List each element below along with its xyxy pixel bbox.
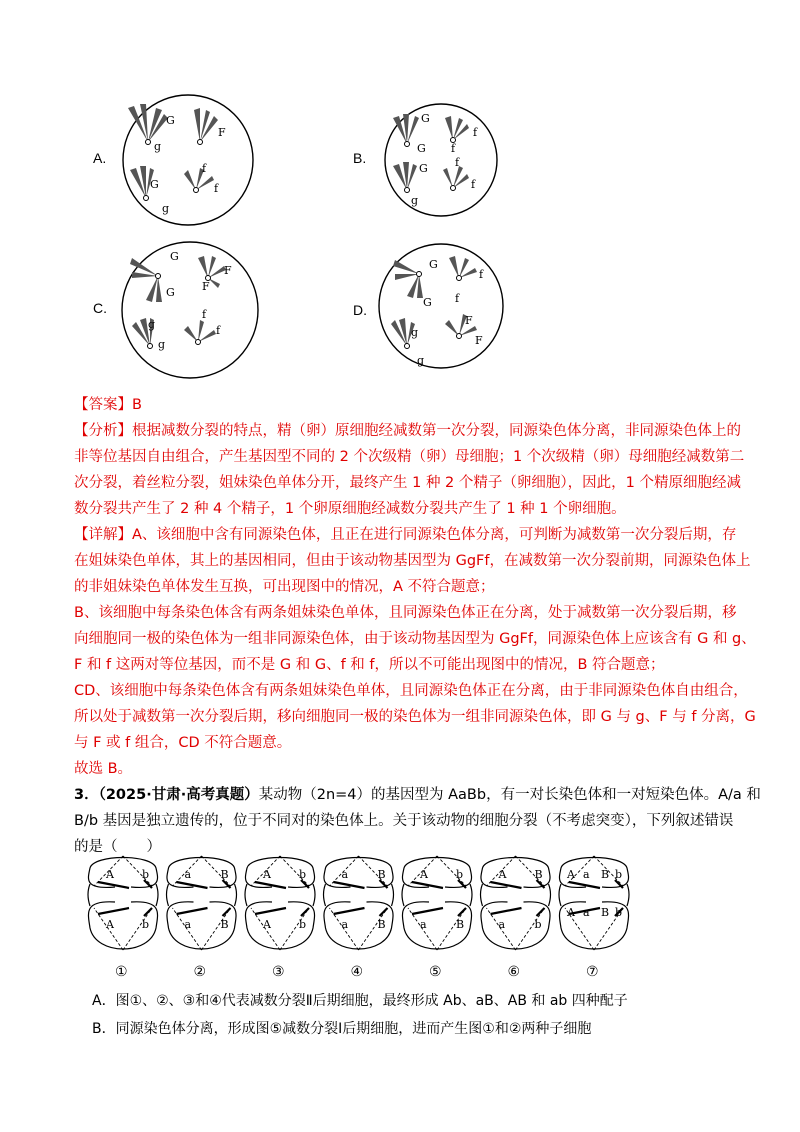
question-3 xyxy=(74,782,761,860)
option-d-label: D. xyxy=(353,302,367,318)
detail-line: 向细胞同一极的染色体为一组非同源染色体，由于该动物基因型为 GgFf，同源染色体上应该含有 G 和 g、 xyxy=(74,631,756,647)
gene-label: f xyxy=(479,268,484,281)
dividing-cell xyxy=(559,856,629,980)
gene-label: g xyxy=(158,338,166,351)
gene-label: G xyxy=(170,250,179,263)
allele-label: b xyxy=(299,918,307,931)
cell-number-label: ⑤ xyxy=(429,964,442,980)
detail-line: 所以处于减数第一次分裂后期，移向细胞同一极的染色体为一组非同源染色体，即 G 与 g、F 与 f 分离，G xyxy=(74,709,756,725)
option-a-cell-figure xyxy=(118,90,258,230)
gene-label: F xyxy=(218,126,226,139)
allele-label: a xyxy=(498,918,506,931)
dividing-cell xyxy=(88,856,158,980)
analysis-line: 非等位基因自由组合，产生基因型不同的 2 个次级精（卵）母细胞；1 个次级精（卵）母细胞经减数第二 xyxy=(74,449,745,465)
option-d-cell-figure xyxy=(375,240,510,375)
detail-line: 的非姐妹染色单体发生互换，可出现图中的情况，A 不符合题意； xyxy=(74,579,495,595)
gene-label: G xyxy=(423,296,432,309)
detail-line: B、该细胞中每条染色体含有两条姐妹染色单体，且同源染色体正在分离，处于减数第一次分裂后期，移 xyxy=(74,605,737,621)
allele-label: A xyxy=(567,868,575,881)
allele-label: B xyxy=(377,918,386,931)
allele-label: B xyxy=(601,906,610,919)
allele-label: B xyxy=(456,918,465,931)
cell-number-label: ③ xyxy=(272,964,285,980)
analysis-line: 数分裂共产生了 2 种 4 个精子，1 个卵原细胞经减数分裂共产生了 1 种 1 个卵细胞。 xyxy=(74,501,626,517)
question-text: 某动物（2n=4）的基因型为 AaBb，有一对长染色体和一对短染色体。A/a 和 xyxy=(258,787,761,803)
gene-label: f xyxy=(202,308,207,321)
gene-label: F xyxy=(224,264,232,277)
gene-label: F xyxy=(202,280,210,293)
gene-label: G xyxy=(419,162,428,175)
gene-label: G xyxy=(417,142,426,155)
question-number: 3． xyxy=(74,787,99,803)
question-text: B/b 基因是独立遗传的，位于不同对的染色体上。关于该动物的细胞分裂（不考虑突变），下列叙述错误 xyxy=(74,813,734,829)
gene-label: g xyxy=(154,140,162,153)
allele-label: A xyxy=(106,868,114,881)
allele-label: a xyxy=(184,868,192,881)
allele-label: b xyxy=(299,868,307,881)
allele-label: A xyxy=(263,868,271,881)
gene-label: f xyxy=(202,162,207,175)
allele-label: b xyxy=(615,906,623,919)
dividing-cell xyxy=(167,856,237,980)
gene-label: g xyxy=(411,326,419,339)
option-a-label: A. xyxy=(93,150,107,166)
allele-label: b xyxy=(142,918,150,931)
analysis-line: 次分裂，着丝粒分裂，姐妹染色单体分开，最终产生 1 种 2 个精子（卵细胞），因此，1 个精原细胞经减 xyxy=(74,475,741,491)
dividing-cell xyxy=(324,856,394,980)
gene-label: f xyxy=(455,292,460,305)
gene-label: g xyxy=(417,354,425,367)
option-b-cell-figure xyxy=(381,100,501,220)
cell-number-label: ④ xyxy=(350,964,364,980)
allele-label: b xyxy=(456,868,464,881)
gene-label: f xyxy=(451,142,456,155)
gene-label: G xyxy=(150,178,159,191)
allele-label: B xyxy=(601,868,610,881)
detail-line: 与 F 或 f 组合，CD 不符合题意。 xyxy=(74,735,292,751)
solution-block xyxy=(74,392,756,782)
gene-label: f xyxy=(473,126,478,139)
gene-label: G xyxy=(166,286,175,299)
gene-label: G xyxy=(429,258,438,271)
gene-label: g xyxy=(162,202,170,215)
detail-line: CD、该细胞中每条染色体含有两条姐妹染色单体，且同源染色体正在分离，由于非同源染色体自由组合， xyxy=(74,683,748,699)
choice-b: B．同源染色体分离，形成图⑤减数分裂Ⅰ后期细胞，进而产生图①和②两种子细胞 xyxy=(92,1021,592,1037)
question-source: （2025·甘肃·高考真题） xyxy=(98,787,259,803)
allele-label: A xyxy=(567,906,575,919)
question-text: 的是（ ） xyxy=(74,839,161,855)
gene-label: f xyxy=(455,156,460,169)
cell-number-label: ⑦ xyxy=(586,964,599,980)
dividing-cell xyxy=(245,856,315,980)
dividing-cell xyxy=(481,856,551,980)
gene-label: f xyxy=(214,182,219,195)
allele-label: a xyxy=(341,868,349,881)
option-b-label: B. xyxy=(353,150,367,166)
allele-label: A xyxy=(106,918,114,931)
allele-label: B xyxy=(220,868,229,881)
allele-label: a xyxy=(184,918,192,931)
allele-label: a xyxy=(583,868,590,881)
allele-label: b xyxy=(534,918,542,931)
allele-label: a xyxy=(341,918,349,931)
detail-line: F 和 f 这两对等位基因，而不是 G 和 G、f 和 f，所以不可能出现图中的情况，B 符合题意； xyxy=(74,657,665,673)
allele-label: a xyxy=(583,906,590,919)
allele-label: A xyxy=(263,918,271,931)
allele-label: A xyxy=(420,868,428,881)
allele-label: A xyxy=(498,868,507,881)
allele-label: b xyxy=(142,868,150,881)
detail-line: 故选 B。 xyxy=(74,761,133,777)
gene-label: G xyxy=(421,112,430,125)
option-c-cell-figure xyxy=(118,238,263,383)
gene-label: F xyxy=(465,314,473,327)
gene-label: f xyxy=(471,178,476,191)
allele-label: B xyxy=(534,868,543,881)
gene-label: G xyxy=(166,114,175,127)
allele-label: B xyxy=(377,868,386,881)
allele-label: B xyxy=(220,918,229,931)
allele-label: b xyxy=(615,868,623,881)
option-c-label: C. xyxy=(93,300,107,316)
choice-a: A．图①、②、③和④代表减数分裂Ⅱ后期细胞，最终形成 Ab、aB、AB 和 ab 四种配子 xyxy=(92,993,628,1009)
dividing-cell xyxy=(402,856,472,980)
analysis-line: 【分析】根据减数分裂的特点，精（卵）原细胞经减数第一次分裂，同源染色体分离，非同源染色体上的 xyxy=(74,423,741,439)
cell-division-figure xyxy=(86,852,646,984)
detail-line: 在姐妹染色单体，其上的基因相同，但由于该动物基因型为 GgFf，在减数第一次分裂前期，同源染色体上 xyxy=(74,553,751,569)
gene-label: g xyxy=(411,194,419,207)
detail-line: 【详解】A、该细胞中含有同源染色体，且正在进行同源染色体分离，可判断为减数第一次分裂后期，存 xyxy=(74,527,737,543)
cell-number-label: ② xyxy=(193,964,207,980)
cell-number-label: ⑥ xyxy=(507,964,521,980)
allele-label: a xyxy=(420,918,427,931)
gene-label: f xyxy=(216,324,221,337)
gene-label: g xyxy=(148,318,156,331)
answer-line: 【答案】B xyxy=(74,397,142,413)
gene-label: F xyxy=(475,334,483,347)
cell-number-label: ① xyxy=(115,964,128,980)
